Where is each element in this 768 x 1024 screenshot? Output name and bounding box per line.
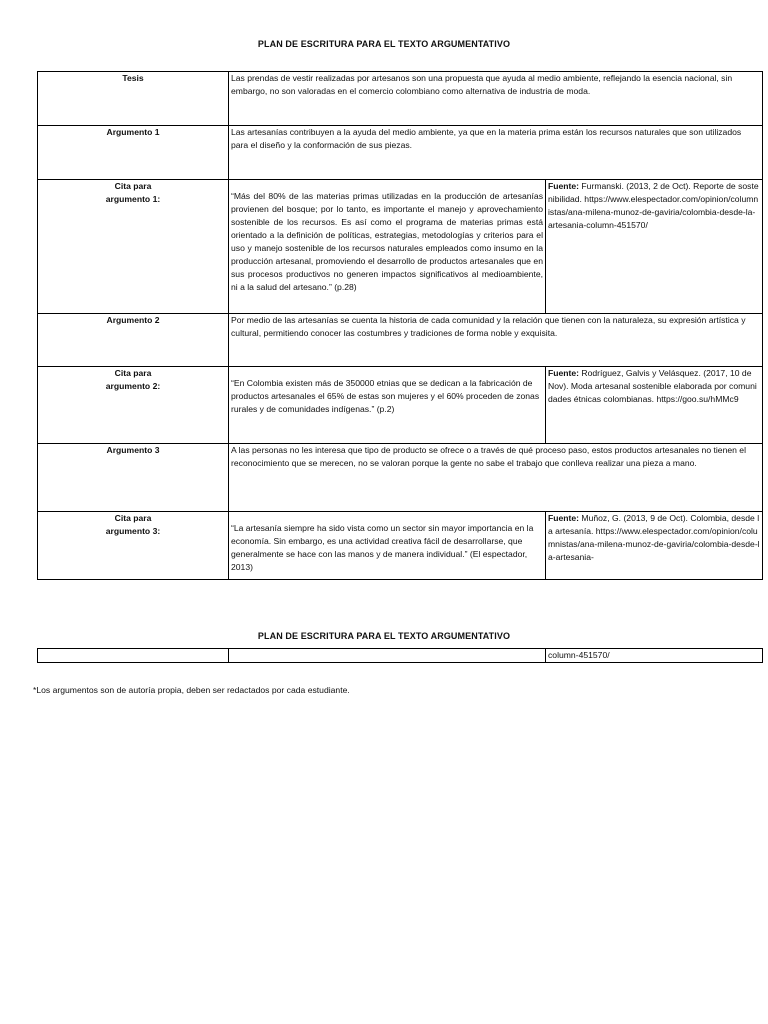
tesis-label: Tesis xyxy=(38,72,229,126)
continuation-cell-1 xyxy=(38,649,229,663)
source-2-label: Fuente: xyxy=(548,368,580,378)
argument-2-label: Argumento 2 xyxy=(38,314,229,367)
source-1-text: Furmanski. (2013, 2 de Oct). Reporte de sostenibilidad. https://www.elespectador.com/opinion/columnistas/ana-milena-munoz-de-gaviria/colombia-desde-la-artesania-column-451570/ xyxy=(548,181,759,230)
source-3 xyxy=(546,512,763,580)
writing-plan-table xyxy=(37,71,763,580)
argument-1-label: Argumento 1 xyxy=(38,126,229,180)
table-row xyxy=(38,72,763,126)
quote-1-text: “Más del 80% de las materias primas utilizadas en la producción de artesanías provienen del bosque; por lo tanto, es importante el manejo y aprovechamiento sostenible de los recursos. Es así como el programa de materias primas está orientado a la definición de políticas, estrategias, metodologías y criterios para el uso y manejo sostenible de los recursos naturales empleados como insumo en la producción artesanal, promoviendo el desarrollo de productos artesanales que en sus procesos productivos no generen impactos significativos al medioambiente, ni a la salud del artesano.” (p.28) xyxy=(229,180,546,314)
argument-3-label: Argumento 3 xyxy=(38,444,229,512)
argument-2-text: Por medio de las artesanías se cuenta la historia de cada comunidad y la relación que tienen con la naturaleza, su expresión artística y cultural, permitiendo conocer las costumbres y tradiciones de forma noble y exquisita. xyxy=(229,314,763,367)
table-row xyxy=(38,180,763,314)
source-2 xyxy=(546,367,763,444)
footnote: *Los argumentos son de autoría propia, deben ser redactados por cada estudiante. xyxy=(33,685,350,695)
page-title: PLAN DE ESCRITURA PARA EL TEXTO ARGUMENTATIVO xyxy=(257,39,511,49)
quote-1-label xyxy=(38,180,229,314)
argument-3-text: A las personas no les interesa que tipo de producto se ofrece o a través de qué proceso paso, estos productos artesanales no tienen el reconocimiento que se merecen, no se valoran porque la gente no sabe el trabajo que conlleva realizar una pieza a mano. xyxy=(229,444,763,512)
quote-2-label xyxy=(38,367,229,444)
quote-3-label-line2: argumento 3: xyxy=(105,526,161,536)
quote-3-text: “La artesanía siempre ha sido vista como un sector sin mayor importancia en la economía. Sin embargo, es una actividad creativa fácil de desarrollarse, que generalmente se hace con las manos y de manera individual.” (El espectador, 2013) xyxy=(229,512,546,580)
page-title-repeat: PLAN DE ESCRITURA PARA EL TEXTO ARGUMENTATIVO xyxy=(257,631,511,641)
quote-2-label-line1: Cita para xyxy=(114,368,152,378)
quote-1-label-line1: Cita para xyxy=(114,181,152,191)
quote-3-label xyxy=(38,512,229,580)
continuation-cell-2 xyxy=(229,649,546,663)
table-row xyxy=(38,314,763,367)
quote-1-label-line2: argumento 1: xyxy=(105,194,161,204)
continuation-source: column-451570/ xyxy=(546,649,763,663)
source-1 xyxy=(546,180,763,314)
source-1-label: Fuente: xyxy=(548,181,580,191)
quote-3-label-line1: Cita para xyxy=(114,513,152,523)
table-row xyxy=(38,512,763,580)
table-row xyxy=(38,367,763,444)
tesis-text: Las prendas de vestir realizadas por artesanos son una propuesta que ayuda al medio ambiente, reflejando la esencia nacional, sin embargo, no son valoradas en el comercio colombiano como alternativa de industria de moda. xyxy=(229,72,763,126)
source-3-label: Fuente: xyxy=(548,513,580,523)
quote-2-label-line2: argumento 2: xyxy=(105,381,161,391)
source-3-text: Muñoz, G. (2013, 9 de Oct). Colombia, desde la artesanía. https://www.elespectador.com/opinion/columnistas/ana-milena-munoz-de-gaviria/colombia-desde-la-artesania- xyxy=(548,513,760,562)
table-row xyxy=(38,649,763,663)
continuation-table xyxy=(37,648,763,663)
argument-1-text: Las artesanías contribuyen a la ayuda del medio ambiente, ya que en la materia prima están los recursos naturales que son utilizados para el diseño y la conformación de sus piezas. xyxy=(229,126,763,180)
table-row xyxy=(38,126,763,180)
quote-2-text: “En Colombia existen más de 350000 etnias que se dedican a la fabricación de productos artesanales el 65% de estas son mujeres y el 60% proceden de zonas rurales y de comunidades indígenas.” (p.2) xyxy=(229,367,546,444)
table-row xyxy=(38,444,763,512)
source-2-text: Rodríguez, Galvis y Velásquez. (2017, 10 de Nov). Moda artesanal sostenible elaborada por comunidades étnicas colombianas. https://goo.su/hMMc9 xyxy=(548,368,757,404)
